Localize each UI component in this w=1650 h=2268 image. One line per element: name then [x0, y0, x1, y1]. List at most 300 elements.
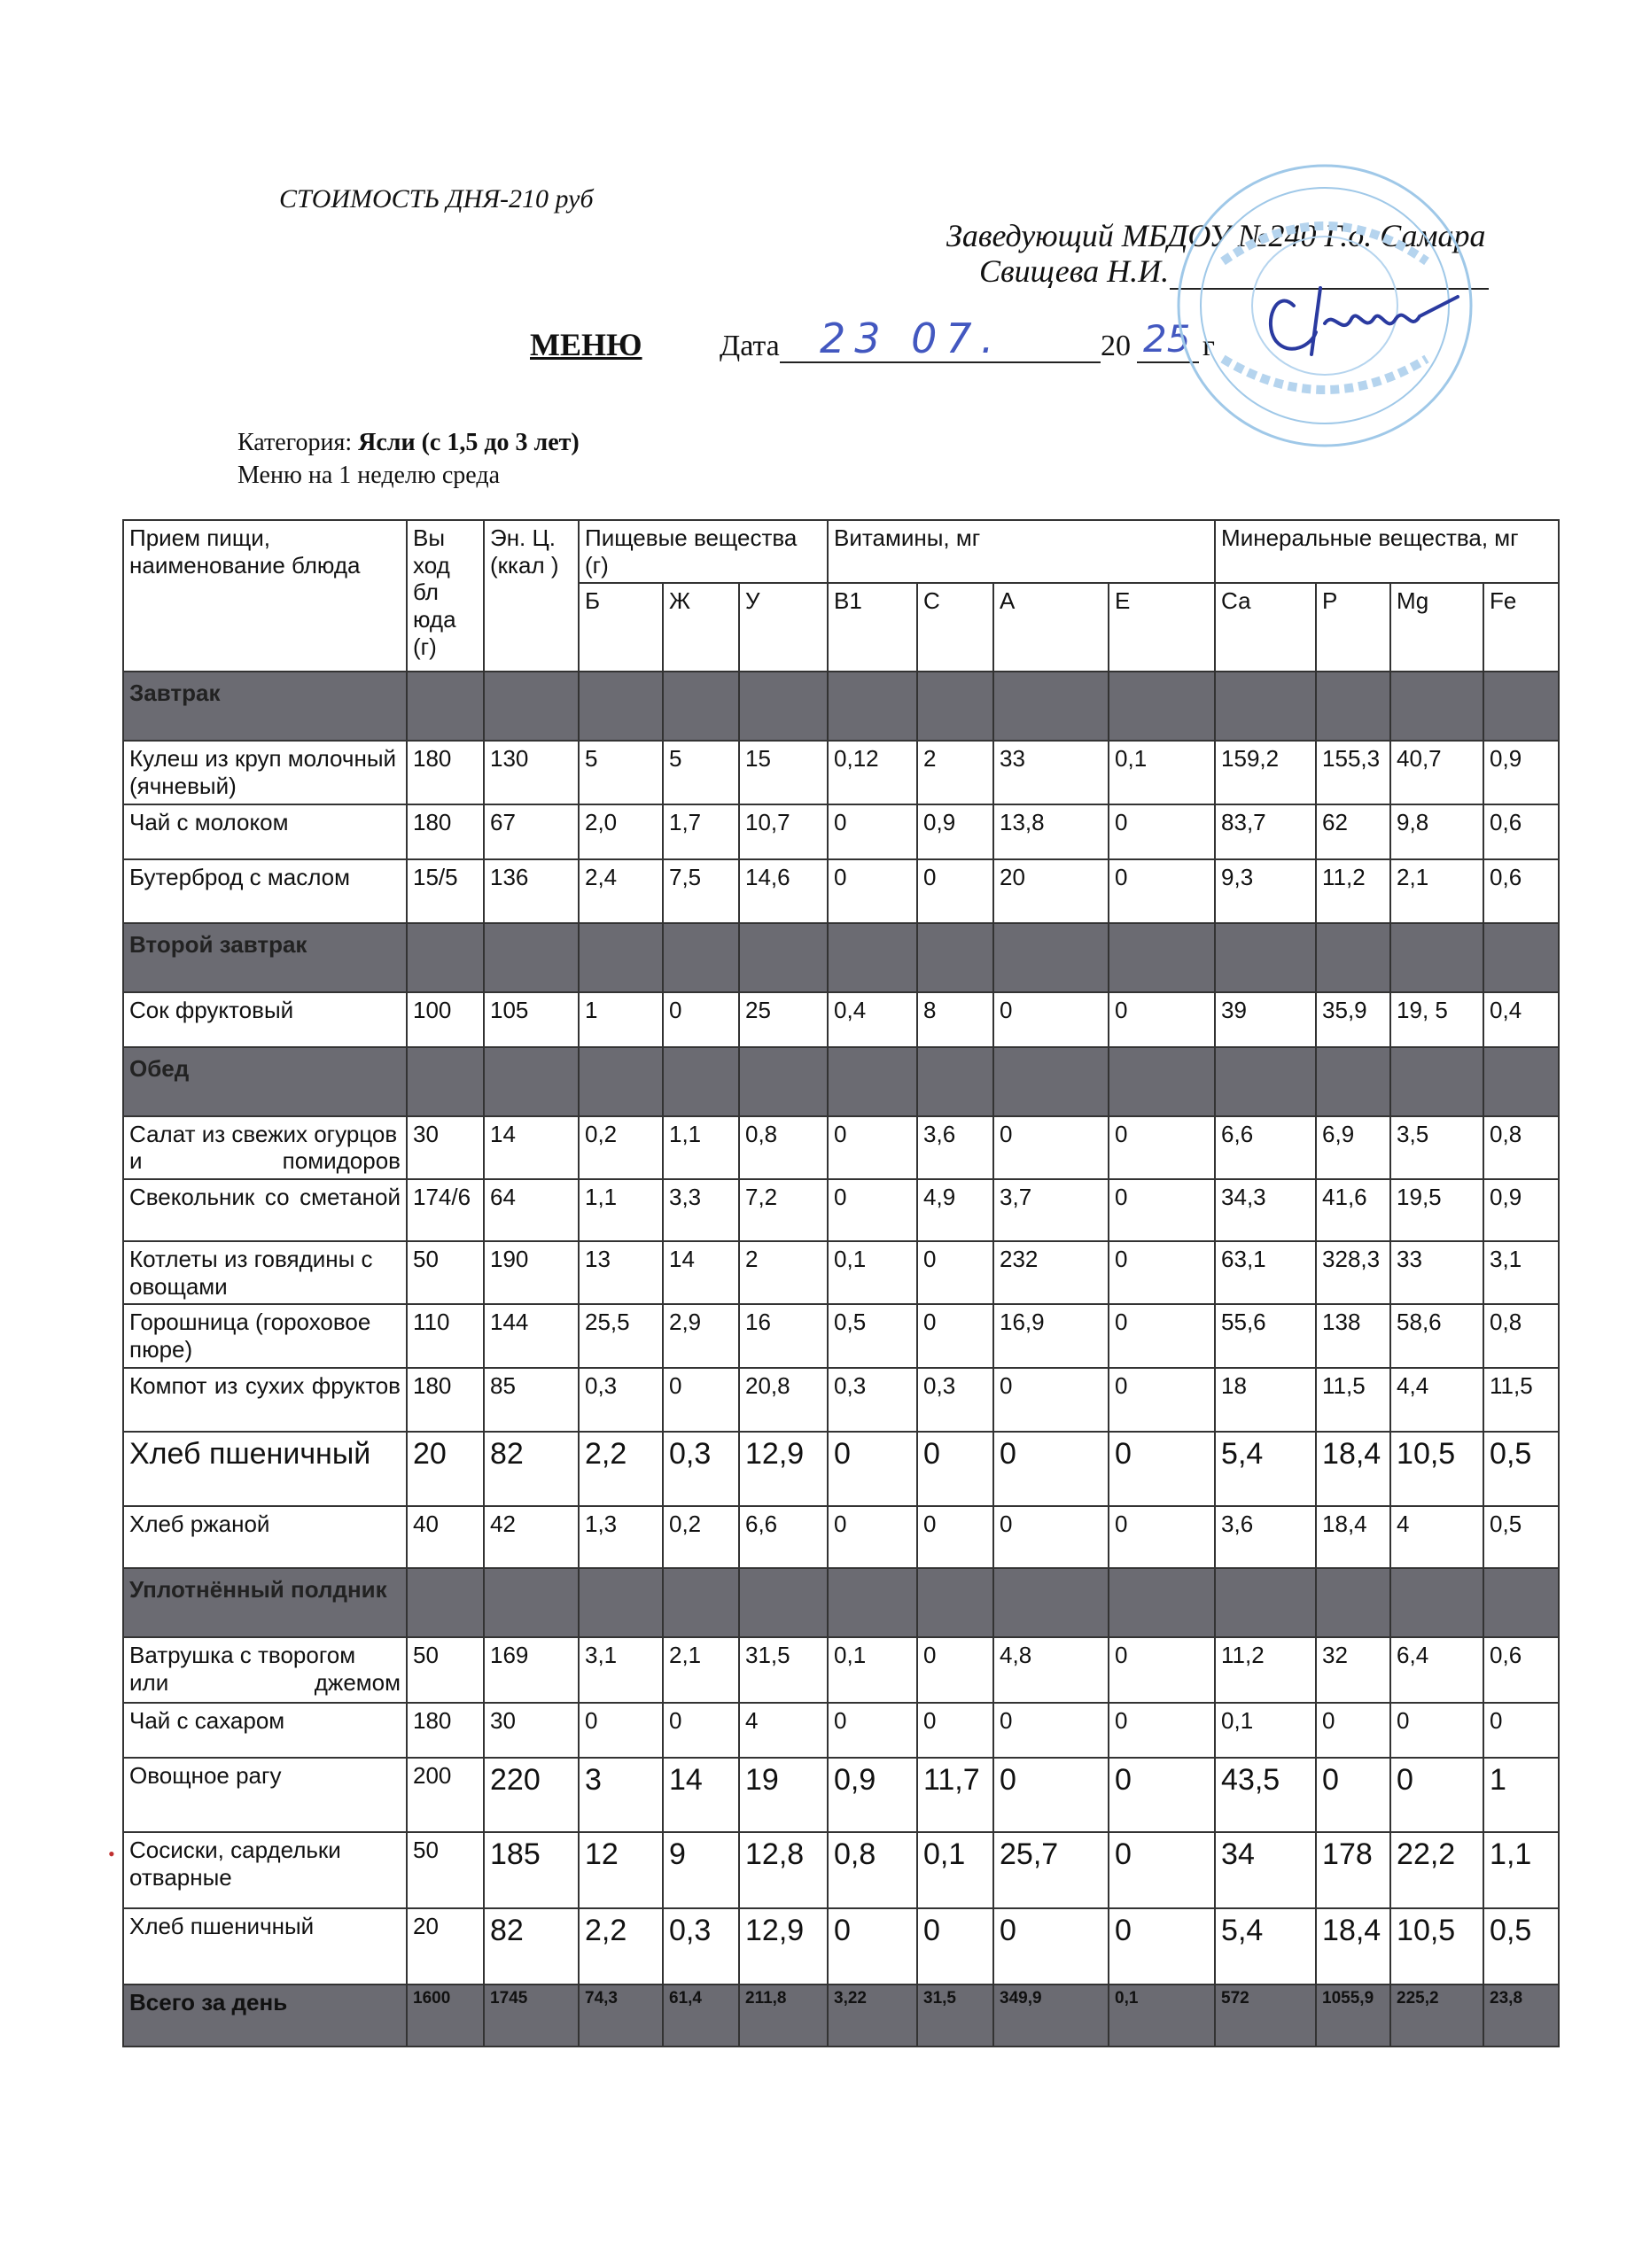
value-cell: 10,5 — [1390, 1908, 1483, 1984]
value-cell: 0 — [1109, 1506, 1215, 1568]
value-cell: 0,4 — [828, 992, 917, 1047]
section-fill-cell — [1215, 672, 1316, 741]
dish-name-cell: Свекольник со сметаной — [123, 1179, 407, 1241]
category-label: Категория: — [237, 429, 353, 456]
value-cell: 0 — [663, 1703, 739, 1758]
section-fill-cell — [917, 672, 993, 741]
col-ca-header: Са — [1215, 583, 1316, 672]
value-cell: 42 — [484, 1506, 579, 1568]
dish-name-cell: Чай с молоком — [123, 804, 407, 859]
total-value: 61,4 — [663, 1984, 739, 2047]
table-row — [123, 1506, 1559, 1568]
value-cell: 159,2 — [1215, 741, 1316, 804]
col-p-header: Р — [1316, 583, 1390, 672]
value-cell: 25,5 — [579, 1304, 663, 1368]
section-fill-cell — [1390, 923, 1483, 992]
col-fe-header: Fe — [1483, 583, 1559, 672]
section-fill-cell — [579, 923, 663, 992]
value-cell: 12,9 — [739, 1432, 828, 1506]
value-cell: 174/6 — [407, 1179, 484, 1241]
value-cell: 31,5 — [739, 1637, 828, 1703]
category-value: Ясли (с 1,5 до 3 лет) — [358, 429, 580, 456]
section-fill-cell — [739, 672, 828, 741]
value-cell: 11,5 — [1483, 1368, 1559, 1432]
value-cell: 16 — [739, 1304, 828, 1368]
value-cell: 2,0 — [579, 804, 663, 859]
value-cell: 0 — [1109, 1703, 1215, 1758]
value-cell: 0,5 — [1483, 1432, 1559, 1506]
section-fill-cell — [663, 1047, 739, 1116]
value-cell: 180 — [407, 804, 484, 859]
value-cell: 0 — [828, 1432, 917, 1506]
year-suffix: г — [1202, 330, 1215, 362]
total-value: 211,8 — [739, 1984, 828, 2047]
value-cell: 5 — [579, 741, 663, 804]
value-cell: 20 — [993, 859, 1109, 923]
value-cell: 130 — [484, 741, 579, 804]
section-fill-cell — [1215, 1047, 1316, 1116]
value-cell: 10,5 — [1390, 1432, 1483, 1506]
value-cell: 0 — [828, 859, 917, 923]
value-cell: 0,6 — [1483, 859, 1559, 923]
col-protein-header: Б — [579, 583, 663, 672]
value-cell: 0,1 — [917, 1832, 993, 1908]
value-cell: 0 — [993, 1758, 1109, 1832]
value-cell: 9,8 — [1390, 804, 1483, 859]
section-fill-cell — [993, 1047, 1109, 1116]
value-cell: 180 — [407, 1368, 484, 1432]
value-cell: 0 — [993, 1116, 1109, 1179]
value-cell: 0,9 — [1483, 1179, 1559, 1241]
section-fill-cell — [917, 923, 993, 992]
value-cell: 1,3 — [579, 1506, 663, 1568]
year-prefix: 20 — [1101, 330, 1131, 362]
col-energy-header: Эн. Ц. (ккал ) — [484, 520, 579, 672]
section-fill-cell — [663, 1568, 739, 1637]
value-cell: 0 — [993, 1908, 1109, 1984]
value-cell: 0,9 — [828, 1758, 917, 1832]
value-cell: 5 — [663, 741, 739, 804]
value-cell: 1,1 — [579, 1179, 663, 1241]
value-cell: 0 — [828, 1908, 917, 1984]
total-label: Всего за день — [123, 1984, 407, 2047]
approver-title: Заведующий МБДОУ №240 Г.о. Самара — [946, 218, 1486, 253]
col-c-header: С — [917, 583, 993, 672]
section-fill-cell — [1109, 923, 1215, 992]
section-fill-cell — [828, 672, 917, 741]
section-fill-cell — [579, 1047, 663, 1116]
value-cell: 1,7 — [663, 804, 739, 859]
section-fill-cell — [917, 1568, 993, 1637]
dish-name-cell: Кулеш из круп молочный (ячневый) — [123, 741, 407, 804]
dish-name-cell: Овощное рагу — [123, 1758, 407, 1832]
value-cell: 4,8 — [993, 1637, 1109, 1703]
value-cell: 15/5 — [407, 859, 484, 923]
value-cell: 3,7 — [993, 1179, 1109, 1241]
value-cell: 50 — [407, 1832, 484, 1908]
dish-name-cell: Сок фруктовый — [123, 992, 407, 1047]
section-fill-cell — [1390, 1047, 1483, 1116]
value-cell: 4,4 — [1390, 1368, 1483, 1432]
approver-name: Свищева Н.И. — [979, 253, 1170, 289]
value-cell: 0 — [993, 1368, 1109, 1432]
col-a-header: А — [993, 583, 1109, 672]
value-cell: 3,3 — [663, 1179, 739, 1241]
value-cell: 0,4 — [1483, 992, 1559, 1047]
section-fill-cell — [1483, 1568, 1559, 1637]
total-value: 0,1 — [1109, 1984, 1215, 2047]
col-fat-header: Ж — [663, 583, 739, 672]
value-cell: 200 — [407, 1758, 484, 1832]
signature — [1258, 270, 1462, 368]
value-cell: 0,1 — [1109, 741, 1215, 804]
value-cell: 62 — [1316, 804, 1390, 859]
value-cell: 0,3 — [828, 1368, 917, 1432]
section-fill-cell — [1215, 1568, 1316, 1637]
section-fill-cell — [1483, 672, 1559, 741]
value-cell: 0 — [1109, 859, 1215, 923]
value-cell: 0 — [1109, 1179, 1215, 1241]
section-fill-cell — [828, 1047, 917, 1116]
value-cell: 0 — [917, 1637, 993, 1703]
value-cell: 1 — [1483, 1758, 1559, 1832]
value-cell: 190 — [484, 1241, 579, 1304]
total-value: 74,3 — [579, 1984, 663, 2047]
dish-name-cell: Хлеб пшеничный — [123, 1432, 407, 1506]
value-cell: 180 — [407, 1703, 484, 1758]
total-value: 1745 — [484, 1984, 579, 2047]
value-cell: 3,1 — [579, 1637, 663, 1703]
value-cell: 0,1 — [1215, 1703, 1316, 1758]
section-fill-cell — [1390, 672, 1483, 741]
value-cell: 41,6 — [1316, 1179, 1390, 1241]
value-cell: 16,9 — [993, 1304, 1109, 1368]
dish-name-cell: Салат из свежих огурцов и помидоров — [123, 1116, 407, 1179]
table-row — [123, 804, 1559, 859]
value-cell: 2,4 — [579, 859, 663, 923]
section-fill-cell — [1316, 923, 1390, 992]
value-cell: 0 — [663, 992, 739, 1047]
total-value: 31,5 — [917, 1984, 993, 2047]
value-cell: 14,6 — [739, 859, 828, 923]
nutrients-header: Пищевые вещества (г) — [579, 520, 828, 583]
value-cell: 4 — [1390, 1506, 1483, 1568]
value-cell: 0 — [1316, 1703, 1390, 1758]
total-value: 349,9 — [993, 1984, 1109, 2047]
value-cell: 0 — [1109, 1637, 1215, 1703]
value-cell: 82 — [484, 1432, 579, 1506]
section-fill-cell — [1483, 1047, 1559, 1116]
value-cell: 0 — [917, 859, 993, 923]
value-cell: 12,8 — [739, 1832, 828, 1908]
value-cell: 0,8 — [739, 1116, 828, 1179]
menu-title: МЕНЮ — [530, 327, 642, 362]
value-cell: 12,9 — [739, 1908, 828, 1984]
value-cell: 0 — [1316, 1758, 1390, 1832]
date-value: 23 07. — [820, 315, 1003, 362]
value-cell: 0 — [1483, 1703, 1559, 1758]
value-cell: 3,5 — [1390, 1116, 1483, 1179]
section-fill-cell — [1390, 1568, 1483, 1637]
value-cell: 0 — [1109, 1832, 1215, 1908]
value-cell: 33 — [993, 741, 1109, 804]
value-cell: 25,7 — [993, 1832, 1109, 1908]
table-header — [123, 520, 1559, 672]
section-title: Завтрак — [123, 672, 407, 741]
dish-name-cell: Ватрушка с творогом или джемом — [123, 1637, 407, 1703]
value-cell: 0 — [993, 1506, 1109, 1568]
value-cell: 105 — [484, 992, 579, 1047]
section-fill-cell — [579, 1568, 663, 1637]
section-fill-cell — [828, 1568, 917, 1637]
menu-table — [122, 519, 1560, 2047]
value-cell: 0 — [828, 1179, 917, 1241]
value-cell: 0 — [1109, 992, 1215, 1047]
section-fill-cell — [1109, 1568, 1215, 1637]
section-fill-cell — [1109, 1047, 1215, 1116]
table-row — [123, 1703, 1559, 1758]
section-fill-cell — [484, 1568, 579, 1637]
value-cell: 0 — [1109, 1304, 1215, 1368]
value-cell: 0 — [1390, 1758, 1483, 1832]
value-cell: 2,9 — [663, 1304, 739, 1368]
value-cell: 63,1 — [1215, 1241, 1316, 1304]
value-cell: 0,1 — [828, 1637, 917, 1703]
section-fill-cell — [579, 672, 663, 741]
value-cell: 0,2 — [579, 1116, 663, 1179]
value-cell: 0,3 — [663, 1908, 739, 1984]
value-cell: 0 — [1109, 1116, 1215, 1179]
value-cell: 55,6 — [1215, 1304, 1316, 1368]
value-cell: 3,6 — [917, 1116, 993, 1179]
total-value: 1600 — [407, 1984, 484, 2047]
total-row — [123, 1984, 1559, 2047]
value-cell: 0,8 — [1483, 1116, 1559, 1179]
value-cell: 4,9 — [917, 1179, 993, 1241]
value-cell: 0 — [1109, 1241, 1215, 1304]
section-fill-cell — [993, 672, 1109, 741]
value-cell: 50 — [407, 1241, 484, 1304]
section-fill-cell — [407, 672, 484, 741]
week-label: Меню на 1 неделю среда — [237, 462, 501, 489]
dish-name-cell: Хлеб пшеничный — [123, 1908, 407, 1984]
value-cell: 0 — [1390, 1703, 1483, 1758]
value-cell: 6,6 — [739, 1506, 828, 1568]
col-carb-header: У — [739, 583, 828, 672]
value-cell: 0 — [828, 1703, 917, 1758]
value-cell: 2,2 — [579, 1432, 663, 1506]
section-fill-cell — [739, 1568, 828, 1637]
section-title: Второй завтрак — [123, 923, 407, 992]
value-cell: 0,9 — [917, 804, 993, 859]
value-cell: 3,1 — [1483, 1241, 1559, 1304]
value-cell: 0 — [993, 992, 1109, 1047]
value-cell: 0 — [1109, 804, 1215, 859]
value-cell: 7,2 — [739, 1179, 828, 1241]
section-fill-cell — [663, 672, 739, 741]
section-fill-cell — [1109, 672, 1215, 741]
value-cell: 35,9 — [1316, 992, 1390, 1047]
value-cell: 2 — [917, 741, 993, 804]
section-fill-cell — [407, 1047, 484, 1116]
table-row — [123, 1908, 1559, 1984]
value-cell: 0 — [993, 1703, 1109, 1758]
category — [237, 429, 580, 457]
value-cell: 20 — [407, 1908, 484, 1984]
value-cell: 155,3 — [1316, 741, 1390, 804]
value-cell: 0,8 — [1483, 1304, 1559, 1368]
value-cell: 180 — [407, 741, 484, 804]
total-value: 3,22 — [828, 1984, 917, 2047]
value-cell: 34 — [1215, 1832, 1316, 1908]
value-cell: 0,5 — [828, 1304, 917, 1368]
value-cell: 328,3 — [1316, 1241, 1390, 1304]
value-cell: 13,8 — [993, 804, 1109, 859]
value-cell: 20,8 — [739, 1368, 828, 1432]
value-cell: 40,7 — [1390, 741, 1483, 804]
value-cell: 5,4 — [1215, 1432, 1316, 1506]
value-cell: 6,6 — [1215, 1116, 1316, 1179]
day-cost: СТОИМОСТЬ ДНЯ-210 руб — [279, 184, 594, 214]
value-cell: 33 — [1390, 1241, 1483, 1304]
col-yield-header: Вы ход бл юда (г) — [407, 520, 484, 672]
dish-name-cell: Чай с сахаром — [123, 1703, 407, 1758]
value-cell: 9,3 — [1215, 859, 1316, 923]
section-row — [123, 1568, 1559, 1637]
year-value: 25 — [1143, 317, 1191, 361]
value-cell: 0,6 — [1483, 804, 1559, 859]
value-cell: 18,4 — [1316, 1506, 1390, 1568]
total-value: 23,8 — [1483, 1984, 1559, 2047]
total-value: 1055,9 — [1316, 1984, 1390, 2047]
value-cell: 11,2 — [1215, 1637, 1316, 1703]
table-row — [123, 1637, 1559, 1703]
value-cell: 58,6 — [1390, 1304, 1483, 1368]
value-cell: 12 — [579, 1832, 663, 1908]
value-cell: 100 — [407, 992, 484, 1047]
value-cell: 1,1 — [1483, 1832, 1559, 1908]
value-cell: 0,6 — [1483, 1637, 1559, 1703]
col-b1-header: В1 — [828, 583, 917, 672]
dish-name-cell: Хлеб ржаной — [123, 1506, 407, 1568]
value-cell: 0 — [917, 1908, 993, 1984]
value-cell: 178 — [1316, 1832, 1390, 1908]
section-fill-cell — [407, 1568, 484, 1637]
section-fill-cell — [739, 923, 828, 992]
dish-name-cell: Бутерброд с маслом — [123, 859, 407, 923]
value-cell: 19 — [739, 1758, 828, 1832]
value-cell: 11,2 — [1316, 859, 1390, 923]
dish-name-cell: Сосиски, сардельки отварные — [123, 1832, 407, 1908]
value-cell: 64 — [484, 1179, 579, 1241]
value-cell: 169 — [484, 1637, 579, 1703]
vitamins-header: Витамины, мг — [828, 520, 1215, 583]
section-fill-cell — [1215, 923, 1316, 992]
value-cell: 19, 5 — [1390, 992, 1483, 1047]
value-cell: 0 — [828, 1506, 917, 1568]
value-cell: 19,5 — [1390, 1179, 1483, 1241]
value-cell: 4 — [739, 1703, 828, 1758]
section-row — [123, 923, 1559, 992]
value-cell: 0,3 — [579, 1368, 663, 1432]
value-cell: 2,1 — [1390, 859, 1483, 923]
table-row — [123, 1758, 1559, 1832]
total-value: 225,2 — [1390, 1984, 1483, 2047]
section-row — [123, 672, 1559, 741]
section-title: Обед — [123, 1047, 407, 1116]
value-cell: 18,4 — [1316, 1908, 1390, 1984]
value-cell: 0 — [1109, 1368, 1215, 1432]
value-cell: 2,1 — [663, 1637, 739, 1703]
value-cell: 0 — [1109, 1432, 1215, 1506]
value-cell: 0 — [663, 1368, 739, 1432]
value-cell: 0,9 — [1483, 741, 1559, 804]
section-fill-cell — [484, 672, 579, 741]
value-cell: 144 — [484, 1304, 579, 1368]
value-cell: 1,1 — [663, 1116, 739, 1179]
value-cell: 0 — [917, 1703, 993, 1758]
col-e-header: Е — [1109, 583, 1215, 672]
value-cell: 0 — [917, 1432, 993, 1506]
value-cell: 14 — [484, 1116, 579, 1179]
value-cell: 0 — [828, 804, 917, 859]
value-cell: 0,2 — [663, 1506, 739, 1568]
value-cell: 22,2 — [1390, 1832, 1483, 1908]
section-fill-cell — [917, 1047, 993, 1116]
dish-name-cell: Компот из сухих фруктов — [123, 1368, 407, 1432]
value-cell: 30 — [484, 1703, 579, 1758]
value-cell: 18 — [1215, 1368, 1316, 1432]
table-row — [123, 859, 1559, 923]
value-cell: 0,1 — [828, 1241, 917, 1304]
value-cell: 0 — [917, 1506, 993, 1568]
value-cell: 0,3 — [917, 1368, 993, 1432]
table-row — [123, 1832, 1559, 1908]
value-cell: 14 — [663, 1241, 739, 1304]
section-fill-cell — [993, 1568, 1109, 1637]
table-row — [123, 1432, 1559, 1506]
section-fill-cell — [484, 1047, 579, 1116]
section-fill-cell — [1316, 1047, 1390, 1116]
value-cell: 8 — [917, 992, 993, 1047]
value-cell: 136 — [484, 859, 579, 923]
value-cell: 0,5 — [1483, 1506, 1559, 1568]
dish-name-cell: Горошница (гороховое пюре) — [123, 1304, 407, 1368]
value-cell: 0 — [1109, 1758, 1215, 1832]
table-row — [123, 1241, 1559, 1304]
value-cell: 50 — [407, 1637, 484, 1703]
value-cell: 30 — [407, 1116, 484, 1179]
value-cell: 0,5 — [1483, 1908, 1559, 1984]
section-fill-cell — [828, 923, 917, 992]
value-cell: 1 — [579, 992, 663, 1047]
section-fill-cell — [1483, 923, 1559, 992]
value-cell: 11,7 — [917, 1758, 993, 1832]
value-cell: 67 — [484, 804, 579, 859]
table-row — [123, 741, 1559, 804]
total-value: 572 — [1215, 1984, 1316, 2047]
value-cell: 0 — [579, 1703, 663, 1758]
value-cell: 25 — [739, 992, 828, 1047]
value-cell: 185 — [484, 1832, 579, 1908]
section-fill-cell — [1316, 1568, 1390, 1637]
section-fill-cell — [993, 923, 1109, 992]
value-cell: 0,12 — [828, 741, 917, 804]
value-cell: 13 — [579, 1241, 663, 1304]
value-cell: 40 — [407, 1506, 484, 1568]
value-cell: 34,3 — [1215, 1179, 1316, 1241]
value-cell: 82 — [484, 1908, 579, 1984]
